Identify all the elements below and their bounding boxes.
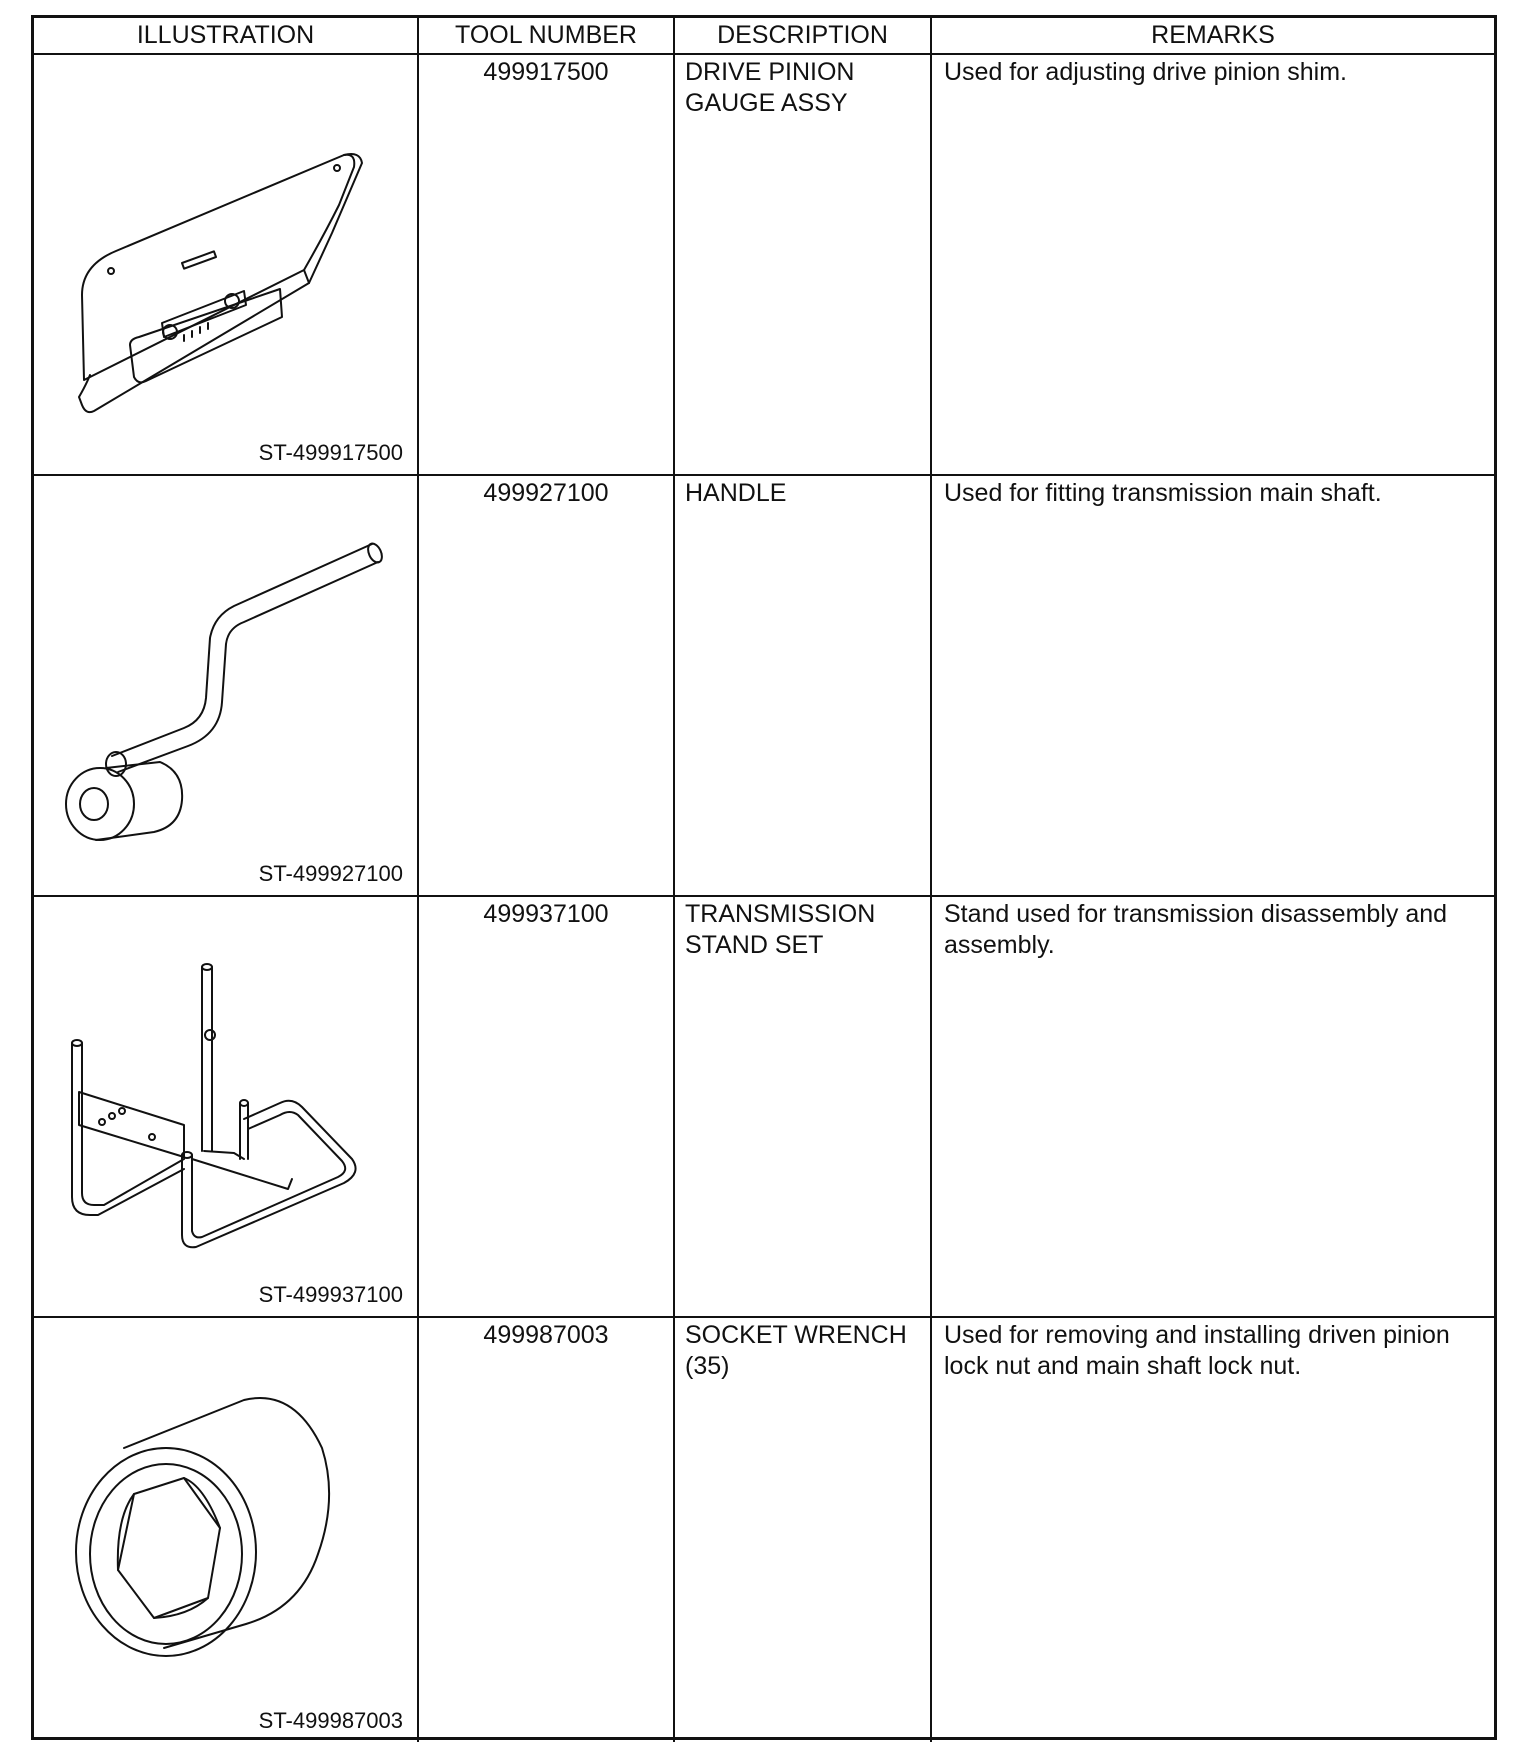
- tool-remarks: Used for removing and installing driven pinion lock nut and main shaft lock nut.: [944, 1321, 1450, 1380]
- handle-icon: [34, 476, 417, 897]
- header-tool-number: TOOL NUMBER: [419, 18, 675, 53]
- illustration-label: ST-499927100: [258, 861, 403, 886]
- socket-wrench-icon: [34, 1318, 417, 1742]
- header-illustration: ILLUSTRATION: [34, 18, 419, 53]
- tool-remarks: Used for fitting transmission main shaft.: [944, 479, 1382, 507]
- tool-number: 499917500: [419, 55, 675, 474]
- illustration-cell: [34, 1318, 419, 1742]
- tool-description: TRANSMISSION STAND SET: [675, 897, 932, 1316]
- table-row: [34, 55, 1494, 476]
- header-remarks: REMARKS: [1151, 21, 1275, 49]
- illustration-label: ST-499917500: [258, 440, 403, 465]
- tool-number: 499987003: [419, 1318, 675, 1742]
- table-row: [34, 476, 1494, 897]
- illustration-label: ST-499937100: [258, 1282, 403, 1307]
- illustration-cell: [34, 55, 419, 474]
- illustration-cell: [34, 897, 419, 1316]
- tool-number: 499927100: [419, 476, 675, 895]
- tool-number: 499937100: [419, 897, 675, 1316]
- special-tools-table: [31, 15, 1497, 1740]
- table-row: [34, 1318, 1494, 1742]
- illustration-label: ST-499987003: [258, 1708, 403, 1733]
- illustration-cell: [34, 476, 419, 895]
- tool-description: HANDLE: [675, 476, 932, 895]
- header-description: DESCRIPTION: [675, 18, 932, 53]
- table-header-row: [34, 18, 1494, 55]
- drive-pinion-gauge-icon: [34, 55, 417, 476]
- tool-description: DRIVE PINION GAUGE ASSY: [675, 55, 932, 474]
- table-row: [34, 897, 1494, 1318]
- tool-remarks: Stand used for transmission disassembly and assembly.: [944, 900, 1448, 959]
- tool-description: SOCKET WRENCH (35): [675, 1318, 932, 1742]
- transmission-stand-icon: [34, 897, 417, 1318]
- tool-remarks: Used for adjusting drive pinion shim.: [944, 58, 1347, 86]
